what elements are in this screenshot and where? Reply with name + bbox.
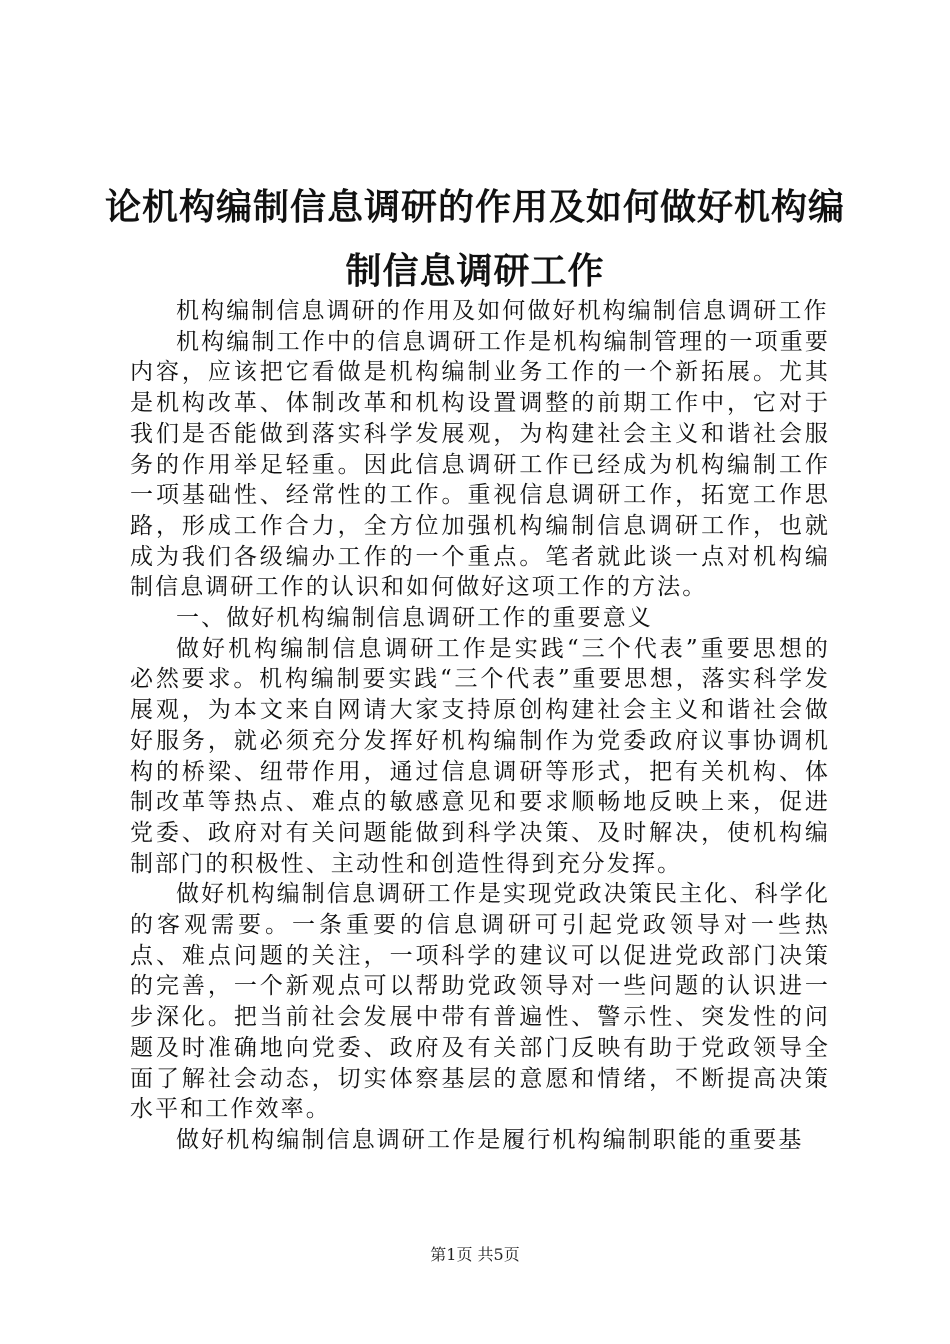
section-heading: 一、做好机构编制信息调研工作的重要意义 (176, 605, 653, 632)
body-paragraph: 做好机构编制信息调研工作是履行机构编制职能的重要基 (176, 1126, 804, 1153)
body-paragraph: 做好机构编制信息调研工作是实现党政决策民主化、科学化的客观需要。一条重要的信息调研可引起党政领导对一些热点、难点问题的关注，一项科学的建议可以促进党政部门决策的完善，一个新观点可以帮助党政领导对一些问题的认识进一步深化。把当前社会发展中带有普遍性、警示性、突发性的问题及时准确地向党委、政府及有关部门反映有助于党政领导全面了解社会动态，切实体察基层的意愿和情绪，不断提高决策水平和工作效率。 (130, 881, 830, 1123)
document-title: 论机构编制信息调研的作用及如何做好机构编制信息调研工作 (104, 187, 845, 292)
body-paragraph: 机构编制工作中的信息调研工作是机构编制管理的一项重要内容，应该把它看做是机构编制业务工作的一个新拓展。尤其是机构改革、体制改革和机构设置调整的前期工作中，它对于我们是否能做到落实科学发展观，为构建社会主义和谐社会服务的作用举足轻重。因此信息调研工作已经成为机构编制工作一项基础性、经常性的工作。重视信息调研工作，拓宽工作思路，形成工作合力，全方位加强机构编制信息调研工作，也就成为我们各级编办工作的一个重点。笔者就此谈一点对机构编制信息调研工作的认识和如何做好这项工作的方法。 (130, 328, 830, 601)
document-body (130, 296, 830, 1156)
subtitle-paragraph: 机构编制信息调研的作用及如何做好机构编制信息调研工作 (176, 298, 829, 324)
page-footer: 第1页 共5页 (430, 1245, 520, 1264)
body-paragraph: 做好机构编制信息调研工作是实践“三个代表”重要思想的必然要求。机构编制要实践“三个代表”重要思想，落实科学发展观，为本文来自网请大家支持原创构建社会主义和谐社会做好服务，就必须充分发挥好机构编制作为党委政府议事协调机构的桥梁、纽带作用，通过信息调研等形式，把有关机构、体制改革等热点、难点的敏感意见和要求顺畅地反映上来，促进党委、政府对有关问题能做到科学决策、及时解决，使机构编制部门的积极性、主动性和创造性得到充分发挥。 (130, 635, 830, 877)
